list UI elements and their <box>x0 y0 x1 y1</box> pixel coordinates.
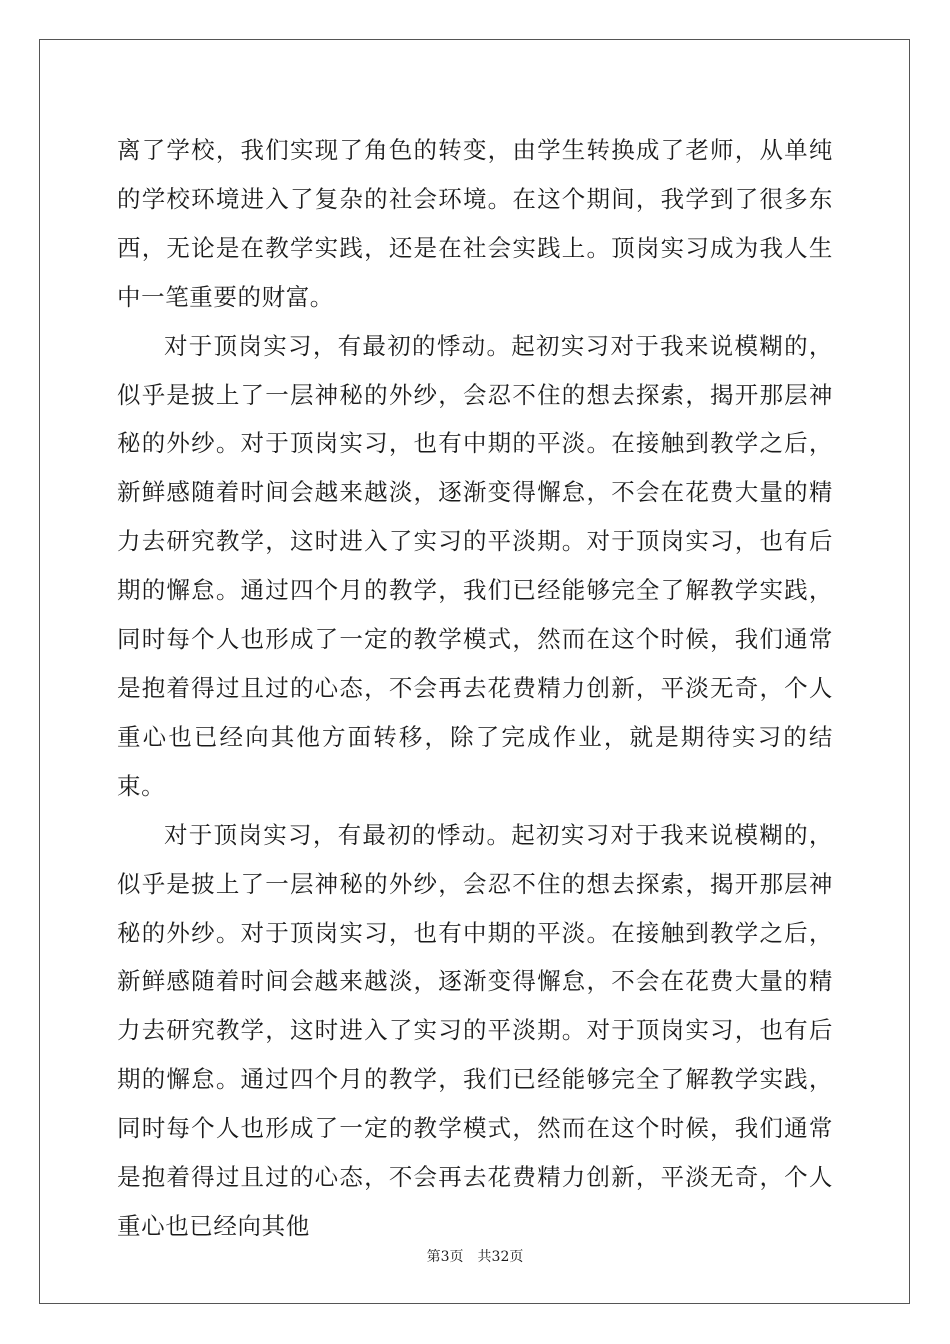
page-number: 第3页 <box>426 1249 464 1265</box>
paragraph-3: 对于顶岗实习，有最初的悸动。起初实习对于我来说模糊的，似乎是披上了一层神秘的外纱，会忍不住的想去探索，揭开那层神秘的外纱。对于顶岗实习，也有中期的平淡。在接触到教学之后，新鲜感随着时间会越来越淡，逐渐变得懈怠，不会在花费大量的精力去研究教学，这时进入了实习的平淡期。对于顶岗实习，也有后期的懈怠。通过四个月的教学，我们已经能够完全了解教学实践，同时每个人也形成了一定的教学模式，然而在这个时候，我们通常是抱着得过且过的心态，不会再去花费精力创新，平淡无奇，个人重心也已经向其他 <box>117 820 833 1240</box>
page-total: 共32页 <box>477 1249 524 1265</box>
page-footer <box>0 1247 950 1267</box>
paragraph-1: 离了学校，我们实现了角色的转变，由学生转换成了老师，从单纯的学校环境进入了复杂的社会环境。在这个期间，我学到了很多东西，无论是在教学实践，还是在社会实践上。顶岗实习成为我人生中一笔重要的财富。 <box>117 136 833 311</box>
document-body <box>117 126 833 1251</box>
paragraph-2: 对于顶岗实习，有最初的悸动。起初实习对于我来说模糊的，似乎是披上了一层神秘的外纱，会忍不住的想去探索，揭开那层神秘的外纱。对于顶岗实习，也有中期的平淡。在接触到教学之后，新鲜感随着时间会越来越淡，逐渐变得懈怠，不会在花费大量的精力去研究教学，这时进入了实习的平淡期。对于顶岗实习，也有后期的懈怠。通过四个月的教学，我们已经能够完全了解教学实践，同时每个人也形成了一定的教学模式，然而在这个时候，我们通常是抱着得过且过的心态，不会再去花费精力创新，平淡无奇，个人重心也已经向其他方面转移，除了完成作业，就是期待实习的结束。 <box>117 331 833 800</box>
